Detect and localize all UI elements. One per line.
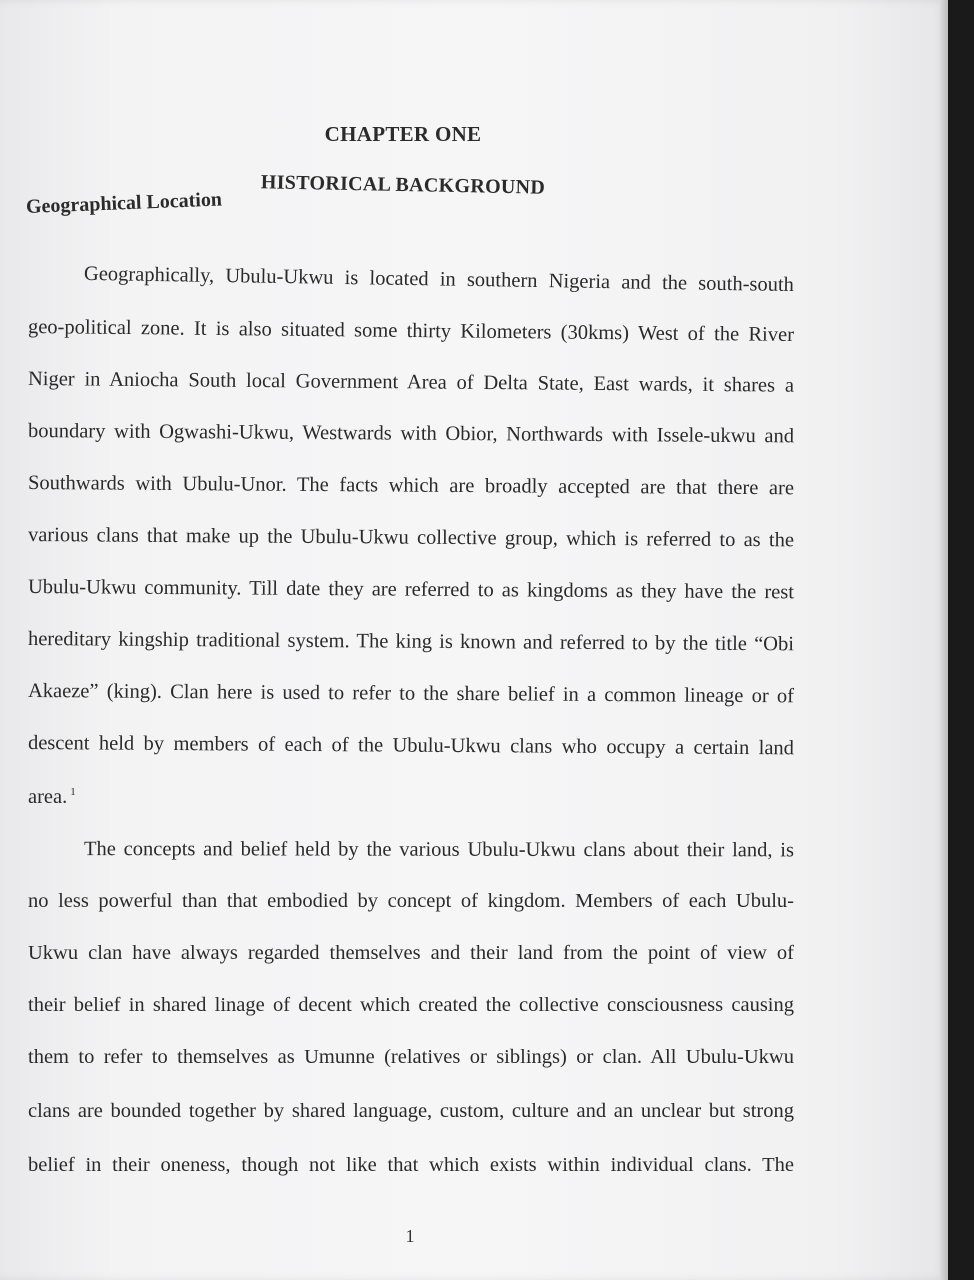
section-heading: Geographical Location bbox=[25, 188, 223, 218]
paragraph2-line: clans are bounded together by shared language, custom, culture and an unclear but strong bbox=[28, 1100, 794, 1122]
paragraph1-end-text: area. bbox=[28, 786, 68, 808]
page-edge bbox=[940, 0, 948, 1280]
paragraph2-line: them to refer to themselves as Umunne (relatives or siblings) or clan. All Ubulu-Ukwu bbox=[28, 1046, 794, 1068]
paragraph2-line: belief in their oneness, though not like that which exists within individual clans. The bbox=[28, 1154, 794, 1176]
footnote-marker: 1 bbox=[70, 786, 76, 798]
paragraph1-line: hereditary kingship traditional system. The king is known and referred to by the title “Obi bbox=[27, 628, 795, 656]
paragraph1-line: geo-political zone. It is also situated some thirty Kilometers (30kms) West of the River bbox=[27, 316, 795, 347]
paragraph2-line: The concepts and belief held by the various Ubulu-Ukwu clans about their land, is bbox=[83, 838, 795, 862]
paragraph2-line: their belief in shared linage of decent which created the collective consciousness causing bbox=[28, 994, 794, 1016]
paragraph1-line: Geographically, Ubulu-Ukwu is located in southern Nigeria and the south-south bbox=[83, 262, 795, 297]
paragraph1-last-line bbox=[28, 786, 148, 809]
paragraph1-line: Akaeze” (king). Clan here is used to refer to the share belief in a common lineage or of bbox=[27, 680, 795, 708]
chapter-title: HISTORICAL BACKGROUND bbox=[260, 171, 546, 199]
chapter-label: CHAPTER ONE bbox=[324, 122, 482, 146]
paragraph1-line: Ubulu-Ukwu community. Till date they are referred to as kingdoms as they have the rest bbox=[27, 576, 795, 604]
page-number: 1 bbox=[405, 1226, 415, 1246]
paragraph1-line: boundary with Ogwashi-Ukwu, Westwards with Obior, Northwards with Issele-ukwu and bbox=[27, 420, 795, 448]
paragraph1-line: descent held by members of each of the Ubulu-Ukwu clans who occupy a certain land bbox=[27, 732, 795, 760]
paragraph2-line: no less powerful than that embodied by concept of kingdom. Members of each Ubulu- bbox=[28, 890, 794, 912]
paragraph1-line: Southwards with Ubulu-Unor. The facts which are broadly accepted are that there are bbox=[27, 472, 795, 500]
paragraph2-line: Ukwu clan have always regarded themselves and their land from the point of view of bbox=[28, 942, 794, 964]
paragraph1-line: various clans that make up the Ubulu-Ukwu collective group, which is referred to as the bbox=[27, 524, 795, 552]
paragraph1-line: Niger in Aniocha South local Government Area of Delta State, East wards, it shares a bbox=[27, 368, 795, 397]
